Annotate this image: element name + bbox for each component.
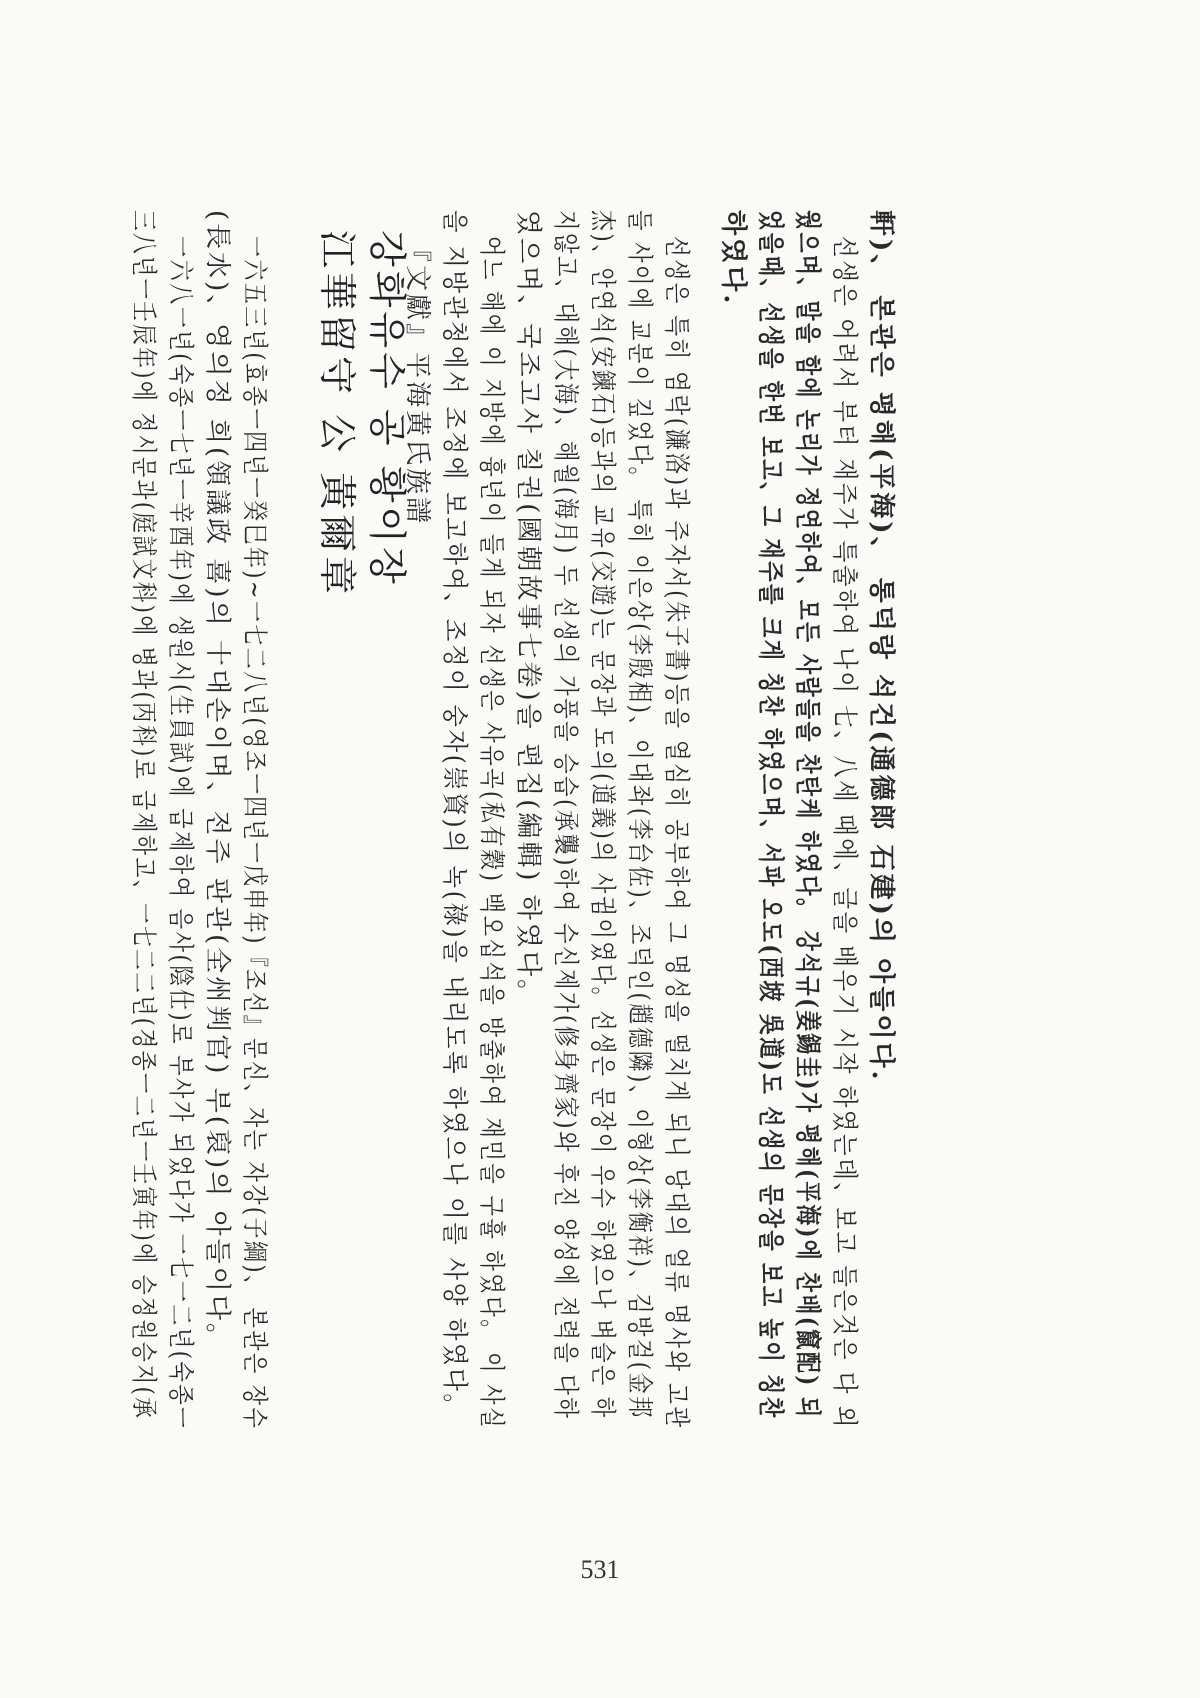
text-column: 지않고、대해(大海)、해월(海月) 두 선생의 가풍을 승습(承襲)하여 수신제가(修身齊家)와 후진 양성에 전력을 다하 — [550, 210, 580, 1421]
text-column: 선생은 특히 염락(濂洛)과 주자서(朱子書)등을 열심히 공부하여 그 명성을 떨치게 되니 당대의 얼류 명사와 고관 — [661, 236, 691, 1430]
source-citation: 『文獻』平海黃氏族譜 — [402, 236, 432, 527]
page-number: 531 — [580, 1555, 620, 1584]
section-heading-hanja: 江華留守 公 黃爾章 — [315, 230, 359, 599]
text-column: (長水)、영의정 희(領議政 喜)의 十대손이며、전주 판관(全州判官) 부(裒)의 아들이다。 — [202, 210, 232, 1352]
text-column: 선생은 어려서 부터 재주가 특출하여 나이 七、八세 때에、글을 배우기 시작 하였는데、보고 들은것은 다 외 — [829, 236, 859, 1430]
text-column: 었을때、선생을 한번 보고、그 재주를 크게 칭찬 하였으며、서파 오도(西坡 吳道)도 선생의 문장을 보고 높이 칭찬 — [755, 210, 785, 1420]
text-column: 一六八一년(숙종ㅡ七년ㅡ辛酉年)에 생원시(生員試)에 급제하여 음사(陰仕)로 부사가 되었다가 一七一二년(숙종ㅡ — [165, 236, 195, 1431]
text-column: 三八년ㅡ壬辰年)에 정시문과(庭試文科)에 병과(丙科)로 급제하고、一七二二년(경종ㅡ二년ㅡ壬寅年)에 승정원승지(承 — [128, 210, 158, 1421]
text-column: 들 사이에 교분이 깊었다。 특히 이은상(李殷相)、이대좌(李台佐)、조덕인(趙德隣)、이형상(李衡祥)、김방걸(金邦 — [624, 210, 654, 1420]
text-column: 웠으며、말을 함에 논리가 정연하여、모든 사람들을 찬탄케 하였다。 강석규(姜錫圭)가 평해(平海)에 찬배(竄配) 되 — [792, 210, 822, 1420]
text-column: 을 지방관청에서 조정에 보고하여、조정이 숭자(崇資)의 녹(祿)을 내리도록 하였으나 이를 사양 하였다。 — [439, 210, 469, 1420]
text-column: 하였다. — [718, 210, 748, 307]
section-heading-korean: 강화유수 공 황이장 — [365, 230, 409, 588]
text-column: 였으며、국조고사 칠권(國朝故事七卷)을 편집(編輯) 하였다。 — [513, 210, 543, 1009]
text-column: 어느 해에 이 지방에 흉년이 들게 되자 선생은 사유곡(私有穀) 백오십석을 방출하여 재민을 구휼 하였다。 이 사실 — [476, 236, 506, 1431]
text-column: 一六五三년(효종ㅡ四년ㅡ癸巳年)∼一七二八년(영조ㅡ四년ㅡ戊申年)『조선』문신、자는 자강(子綱)、 본관은 장수 — [239, 236, 269, 1431]
text-column: 軒)、 본관은 평해(平海)、 통덕랑 석건(通德郎 石建)의 아들이다. — [866, 210, 896, 1083]
text-column: 杰)、안연석(安鍊石)등과의 교유(交遊)는 문장과 도의(道義)의 사귐이였다。선생은 문장이 우수 하였으나 벼슬은 하 — [587, 210, 617, 1420]
